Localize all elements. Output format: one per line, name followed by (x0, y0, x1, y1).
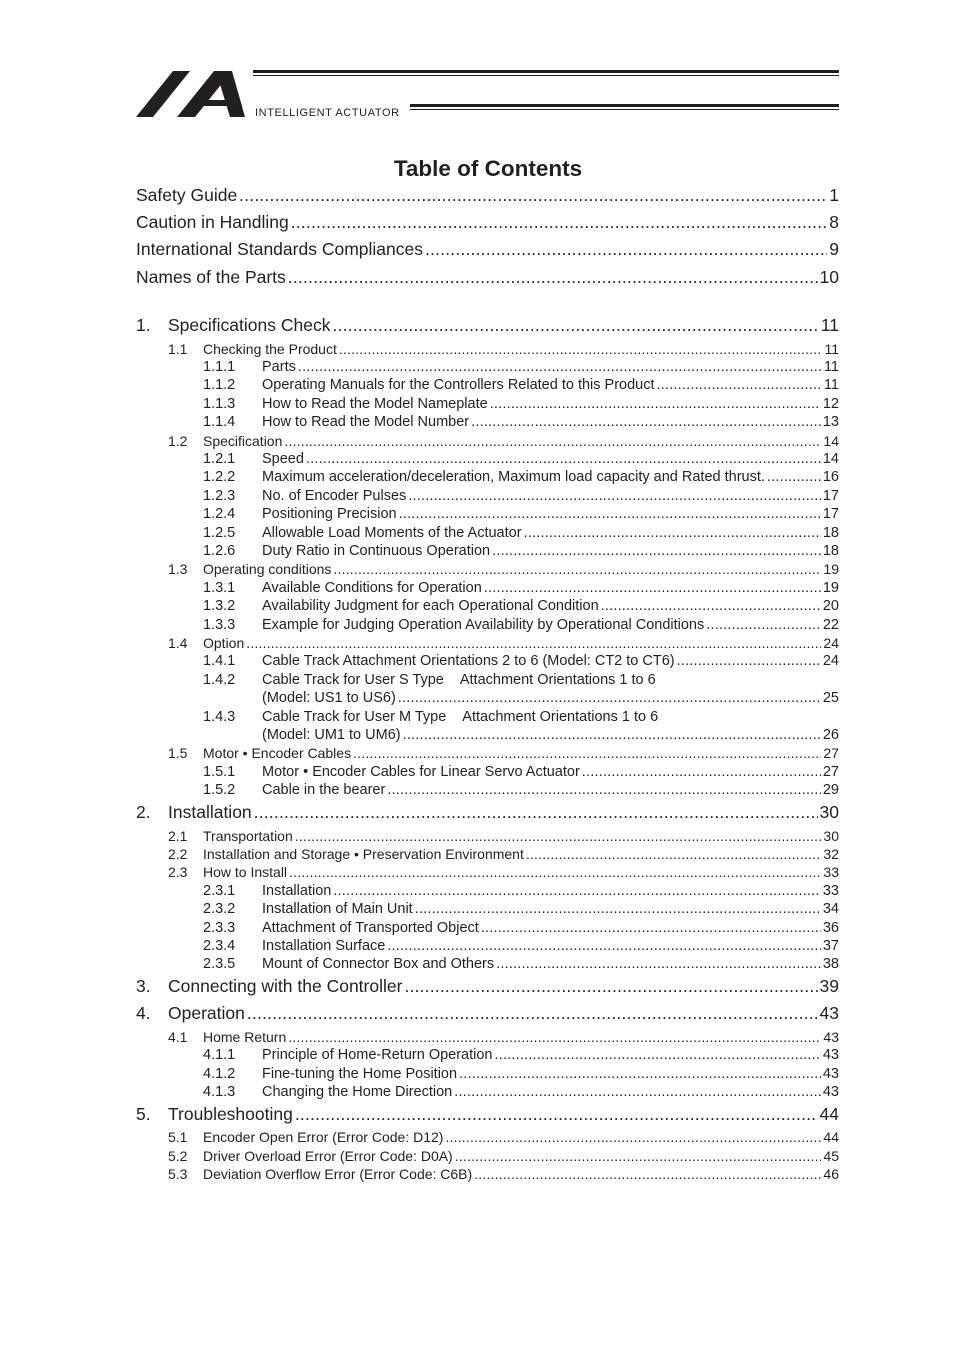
entry-title: Motor • Encoder Cables for Linear Servo Actuator (262, 763, 580, 780)
dot-leader (445, 1129, 821, 1145)
toc-subsection[interactable] (203, 672, 839, 690)
entry-page-number: 36 (822, 919, 839, 936)
dot-leader (490, 396, 821, 412)
toc-section[interactable] (168, 433, 839, 451)
entry-page-number: 46 (823, 1166, 839, 1183)
entry-title: Deviation Overflow Error (Error Code: C6B) (203, 1166, 473, 1183)
toc-subsection[interactable] (203, 1066, 839, 1084)
entry-page-number: 33 (823, 864, 839, 881)
entry-title: Safety Guide (136, 185, 238, 205)
entry-number: 2.3.4 (203, 937, 236, 954)
dot-leader (333, 561, 821, 577)
entry-number: 2.3.2 (203, 901, 236, 918)
entry-number: 4.1.3 (203, 1083, 236, 1100)
entry-number: 1.2 (168, 432, 188, 449)
dot-leader (403, 727, 821, 743)
entry-number: 1.1 (168, 340, 188, 357)
toc-chapter[interactable] (136, 802, 839, 828)
entry-title: Cable Track for User S Type Attachment Orientations 1 to 6 (262, 671, 656, 688)
dot-leader (398, 690, 821, 706)
entry-page-number: 20 (822, 598, 839, 615)
entry-page-number: 22 (822, 616, 839, 633)
dot-leader (496, 956, 821, 972)
entry-number: 2.1 (168, 827, 188, 844)
dot-leader (601, 598, 821, 614)
entry-page-number: 12 (822, 395, 839, 412)
toc-subsection[interactable] (203, 359, 839, 377)
toc-subsection[interactable] (203, 764, 839, 782)
toc-subsection[interactable] (203, 938, 839, 956)
toc-subsection[interactable] (203, 377, 839, 395)
entry-title: Installation Surface (262, 937, 386, 954)
entry-title-continuation: (Model: US1 to US6) (262, 690, 396, 707)
entry-title: Cable Track Attachment Orientations 2 to 6 (Model: CT2 to CT6) (262, 653, 675, 670)
entry-page-number: 30 (823, 827, 839, 844)
toc-subsection-continuation[interactable] (262, 727, 839, 745)
dot-leader (295, 828, 822, 844)
entry-number: 4.1 (168, 1028, 188, 1045)
entry-number: 1.5 (168, 745, 188, 762)
entry-title: Encoder Open Error (Error Code: D12) (203, 1129, 444, 1146)
entry-title: Connecting with the Controller (168, 976, 403, 997)
entry-number: 1.3.1 (203, 579, 236, 596)
entry-page-number: 19 (822, 579, 839, 596)
brand-name: INTELLIGENT ACTUATOR (255, 107, 400, 119)
toc-subsection[interactable] (203, 1084, 839, 1102)
entry-number: 1.2.5 (203, 524, 236, 541)
entry-number: 4.1.1 (203, 1047, 236, 1064)
toc-subsection[interactable] (203, 782, 839, 800)
toc-subsection[interactable] (203, 1047, 839, 1065)
toc-subsection[interactable] (203, 901, 839, 919)
entry-page-number: 11 (823, 377, 839, 394)
toc-subsection[interactable] (203, 653, 839, 671)
entry-number: 5. (136, 1103, 151, 1124)
entry-title: How to Install (203, 864, 288, 881)
toc-section[interactable] (168, 1148, 839, 1166)
dot-leader (526, 846, 822, 862)
dot-leader (387, 938, 821, 954)
entry-number: 1.4.2 (203, 671, 236, 688)
entry-number: 2. (136, 802, 151, 822)
entry-title: Operating Manuals for the Controllers Related to this Product (262, 377, 655, 394)
entry-page-number: 30 (819, 802, 839, 822)
toc-subsection[interactable] (203, 956, 839, 974)
entry-page-number: 32 (823, 845, 839, 862)
dot-leader (387, 782, 821, 798)
entry-page-number: 14 (822, 450, 839, 467)
entry-number: 4. (136, 1003, 151, 1024)
entry-page-number: 16 (822, 469, 839, 486)
toc-subsection[interactable] (203, 598, 839, 616)
entry-page-number: 43 (823, 1028, 839, 1045)
toc-section[interactable] (168, 828, 839, 846)
entry-number: 1.1.1 (203, 358, 236, 375)
entry-page-number: 33 (822, 882, 839, 899)
dot-leader (295, 1104, 818, 1125)
dot-leader (306, 451, 821, 467)
entry-number: 5.1 (168, 1129, 188, 1146)
entry-page-number: 24 (823, 634, 839, 651)
toc-subsection[interactable] (203, 709, 839, 727)
dot-leader (495, 1047, 821, 1063)
entry-number: 1.2.4 (203, 506, 236, 523)
entry-title: Availability Judgment for each Operational Condition (262, 598, 599, 615)
entry-page-number: 26 (822, 726, 839, 743)
dot-leader (289, 864, 821, 880)
entry-page-number: 43 (822, 1083, 839, 1100)
entry-page-number: 45 (823, 1147, 839, 1164)
toc-section[interactable] (168, 561, 839, 579)
entry-title: Positioning Precision (262, 506, 397, 523)
entry-title: Attachment of Transported Object (262, 919, 479, 936)
entry-number: 1.3.2 (203, 598, 236, 615)
entry-title: Allowable Load Moments of the Actuator (262, 524, 522, 541)
toc-front-matter-item[interactable] (136, 239, 839, 265)
dot-leader (706, 617, 821, 633)
toc-chapter[interactable] (136, 1104, 839, 1130)
entry-title: How to Read the Model Number (262, 414, 470, 431)
toc-subsection[interactable] (203, 580, 839, 598)
entry-title-part2: Attachment Orientations 1 to 6 (459, 671, 656, 688)
dot-leader (677, 653, 821, 669)
dot-leader (332, 315, 818, 336)
entry-page-number: 38 (822, 956, 839, 973)
entry-title: Speed (262, 450, 304, 467)
entry-title: Installation and Storage • Preservation Environment (203, 845, 524, 862)
entry-page-number: 43 (822, 1065, 839, 1082)
entry-title: Installation (262, 882, 332, 899)
entry-number: 1.4.3 (203, 708, 236, 725)
entry-title: Troubleshooting (168, 1103, 293, 1124)
entry-title: Transportation (203, 827, 293, 844)
entry-title: Specification (203, 432, 283, 449)
entry-title: Specifications Check (168, 315, 331, 335)
entry-number: 1.1.3 (203, 395, 236, 412)
dot-leader (454, 1084, 821, 1100)
dot-leader (254, 802, 818, 823)
entry-number: 2.3 (168, 864, 188, 881)
entry-title-continuation: (Model: UM1 to UM6) (262, 726, 401, 743)
entry-title: International Standards Compliances (136, 239, 423, 260)
entry-page-number: 25 (822, 690, 839, 707)
toc-section[interactable] (168, 1166, 839, 1184)
entry-page-number: 19 (823, 561, 839, 578)
toc-section[interactable] (168, 1029, 839, 1047)
entry-page-number: 43 (822, 1047, 839, 1064)
toc-section[interactable] (168, 1129, 839, 1147)
entry-page-number: 11 (820, 315, 839, 335)
entry-number: 1.5.1 (203, 763, 236, 780)
entry-number: 1.1.4 (203, 414, 236, 431)
entry-number: 2.2 (168, 845, 188, 862)
entry-title: Parts (262, 358, 296, 375)
entry-page-number: 44 (819, 1103, 839, 1124)
entry-title: Mount of Connector Box and Others (262, 956, 495, 973)
dot-leader (474, 1166, 821, 1182)
dot-leader (239, 185, 827, 206)
entry-number: 5.3 (168, 1166, 188, 1183)
dot-leader (353, 745, 821, 761)
entry-title: Caution in Handling (136, 212, 289, 233)
entry-title: Cable Track for User M Type Attachment Orientations 1 to 6 (262, 708, 659, 725)
entry-title: Installation of Main Unit (262, 901, 413, 918)
entry-page-number: 17 (822, 487, 839, 504)
toc-subsection[interactable] (203, 525, 839, 543)
dot-leader (288, 1029, 821, 1045)
entry-title: Motor • Encoder Cables (203, 745, 352, 762)
entry-title: Home Return (203, 1028, 287, 1045)
entry-page-number: 29 (822, 782, 839, 799)
entry-title: Operation (168, 1003, 245, 1024)
entry-title: Installation (168, 802, 252, 822)
toc-subsection[interactable] (203, 920, 839, 938)
dot-leader (288, 267, 818, 288)
toc-section[interactable] (168, 864, 839, 882)
dot-leader (404, 976, 817, 997)
entry-number: 1.2.3 (203, 487, 236, 504)
dot-leader (455, 1148, 822, 1164)
entry-page-number: 43 (819, 1003, 839, 1024)
dot-leader (415, 901, 821, 917)
toc-section[interactable] (168, 846, 839, 864)
entry-page-number: 11 (823, 358, 839, 375)
toc-chapter[interactable] (136, 976, 839, 1002)
dot-leader (657, 377, 822, 393)
dot-leader (291, 212, 828, 233)
entry-title: Changing the Home Direction (262, 1083, 453, 1100)
toc-section[interactable] (168, 635, 839, 653)
toc-subsection[interactable] (203, 451, 839, 469)
toc-chapter[interactable] (136, 315, 839, 341)
entry-page-number: 27 (822, 763, 839, 780)
toc-subsection-continuation[interactable] (262, 690, 839, 708)
dot-leader (247, 1003, 818, 1024)
dot-leader (408, 488, 821, 504)
entry-page-number: 24 (822, 653, 839, 670)
entry-number: 1.3.3 (203, 616, 236, 633)
toc-subsection[interactable] (203, 396, 839, 414)
entry-page-number: 18 (822, 542, 839, 559)
entry-title: Principle of Home-Return Operation (262, 1047, 493, 1064)
dot-leader (284, 433, 821, 449)
toc-section[interactable] (168, 341, 839, 359)
entry-number: 1.2.6 (203, 542, 236, 559)
dot-leader (484, 580, 821, 596)
entry-title: Option (203, 634, 245, 651)
entry-number: 1. (136, 315, 151, 335)
entry-page-number: 1 (829, 185, 839, 205)
entry-number: 2.3.1 (203, 882, 236, 899)
entry-title: Maximum acceleration/deceleration, Maximum load capacity and Rated thrust. (262, 469, 765, 486)
entry-page-number: 37 (822, 937, 839, 954)
toc-subsection[interactable] (203, 506, 839, 524)
entry-number: 2.3.5 (203, 956, 236, 973)
entry-page-number: 8 (829, 212, 839, 233)
page-title: Table of Contents (393, 156, 583, 181)
dot-leader (425, 239, 827, 260)
entry-title: No. of Encoder Pulses (262, 487, 407, 504)
dot-leader (481, 920, 821, 936)
entry-page-number: 9 (829, 239, 839, 260)
toc-subsection[interactable] (203, 488, 839, 506)
entry-number: 5.2 (168, 1147, 188, 1164)
toc-subsection[interactable] (203, 543, 839, 561)
entry-page-number: 13 (822, 414, 839, 431)
toc-subsection[interactable] (203, 617, 839, 635)
entry-number: 3. (136, 976, 151, 997)
entry-number: 1.2.2 (203, 469, 236, 486)
dot-leader (767, 469, 821, 485)
entry-title: Example for Judging Operation Availability by Operational Conditions (262, 616, 705, 633)
entry-title: Duty Ratio in Continuous Operation (262, 542, 491, 559)
entry-page-number: 10 (819, 266, 839, 287)
entry-title: Operating conditions (203, 561, 332, 578)
toc-subsection[interactable] (203, 883, 839, 901)
toc-subsection[interactable] (203, 414, 839, 432)
dot-leader (246, 635, 821, 651)
dot-leader (471, 414, 821, 430)
entry-page-number: 39 (819, 976, 839, 997)
entry-page-number: 34 (822, 901, 839, 918)
entry-number: 1.4 (168, 634, 188, 651)
entry-number: 1.3 (168, 561, 188, 578)
entry-number: 1.5.2 (203, 782, 236, 799)
entry-title: Cable in the bearer (262, 782, 386, 799)
entry-title: Available Conditions for Operation (262, 579, 482, 596)
dot-leader (459, 1066, 821, 1082)
entry-number: 1.2.1 (203, 450, 236, 467)
toc-chapter[interactable] (136, 1003, 839, 1029)
entry-title: Checking the Product (203, 340, 337, 357)
dot-leader (339, 341, 823, 357)
entry-page-number: 11 (824, 340, 839, 357)
entry-number: 1.1.2 (203, 377, 236, 394)
entry-title-part2: Attachment Orientations 1 to 6 (462, 708, 659, 725)
entry-page-number: 17 (822, 506, 839, 523)
dot-leader (399, 506, 821, 522)
entry-title: Fine-tuning the Home Position (262, 1065, 458, 1082)
toc-section[interactable] (168, 745, 839, 763)
entry-page-number: 14 (823, 432, 839, 449)
entry-page-number: 44 (823, 1129, 839, 1146)
entry-page-number: 27 (823, 745, 839, 762)
dot-leader (492, 543, 821, 559)
entry-number: 1.4.1 (203, 653, 236, 670)
entry-title: Driver Overload Error (Error Code: D0A) (203, 1147, 453, 1164)
entry-number: 4.1.2 (203, 1065, 236, 1082)
dot-leader (333, 883, 821, 899)
toc-subsection[interactable] (203, 469, 839, 487)
dot-leader (524, 525, 821, 541)
dot-leader (582, 764, 821, 780)
toc-front-matter-item[interactable] (136, 212, 839, 238)
toc-front-matter-item[interactable] (136, 267, 839, 293)
entry-title: Names of the Parts (136, 266, 286, 287)
dot-leader (298, 359, 822, 375)
toc-front-matter-item[interactable] (136, 185, 839, 211)
entry-title: How to Read the Model Nameplate (262, 395, 488, 412)
entry-page-number: 18 (822, 524, 839, 541)
entry-number: 2.3.3 (203, 919, 236, 936)
